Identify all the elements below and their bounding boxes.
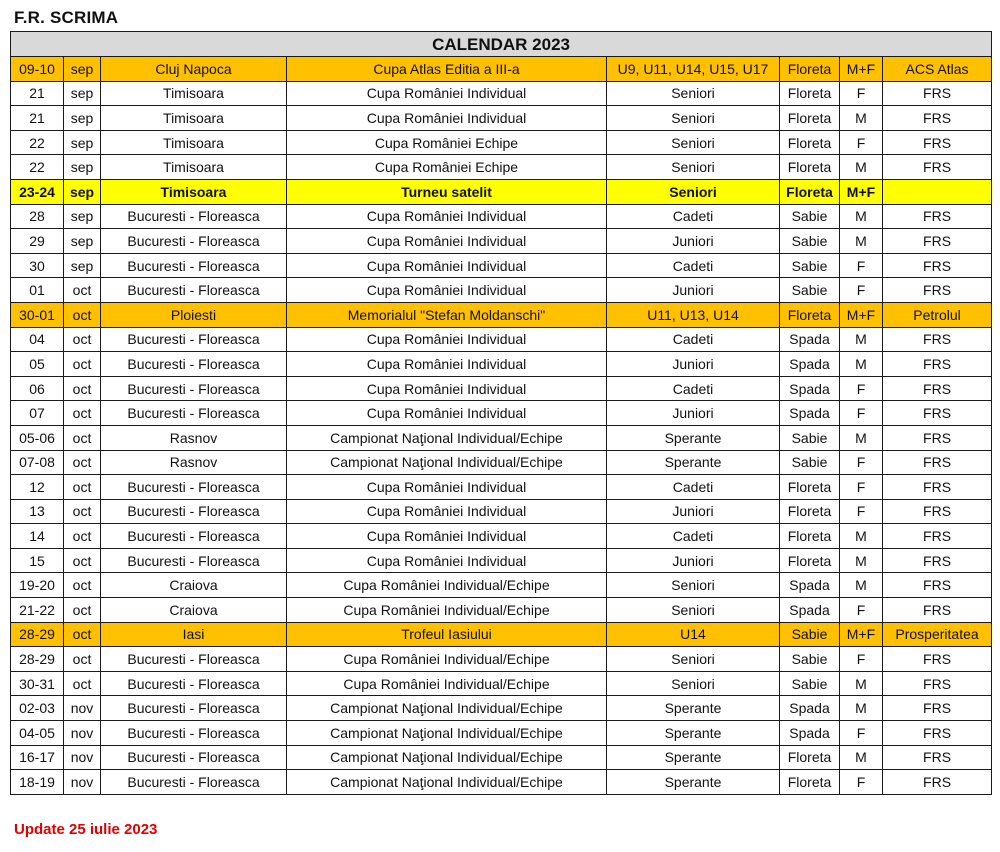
cell-weapon: Sabie xyxy=(780,278,840,303)
cell-month: oct xyxy=(64,401,101,426)
cell-month: oct xyxy=(64,622,101,647)
cell-category: Seniori xyxy=(607,155,780,180)
cell-city: Bucuresti - Floreasca xyxy=(101,229,287,254)
cell-month: oct xyxy=(64,548,101,573)
cell-weapon: Floreta xyxy=(780,745,840,770)
table-row xyxy=(11,57,992,82)
cell-category: U9, U11, U14, U15, U17 xyxy=(607,57,780,82)
table-row xyxy=(11,671,992,696)
calendar-rows xyxy=(11,57,992,795)
cell-gender: M xyxy=(840,745,883,770)
cell-gender: M xyxy=(840,425,883,450)
cell-dates: 29 xyxy=(11,229,64,254)
cell-city: Bucuresti - Floreasca xyxy=(101,253,287,278)
cell-event: Cupa României Individual xyxy=(287,475,607,500)
cell-city: Bucuresti - Floreasca xyxy=(101,647,287,672)
cell-month: sep xyxy=(64,106,101,131)
cell-city: Bucuresti - Floreasca xyxy=(101,204,287,229)
cell-weapon: Spada xyxy=(780,696,840,721)
cell-dates: 28-29 xyxy=(11,647,64,672)
cell-month: sep xyxy=(64,204,101,229)
org-title: F.R. SCRIMA xyxy=(14,8,119,27)
cell-event: Cupa României Individual xyxy=(287,524,607,549)
cell-category: Cadeti xyxy=(607,376,780,401)
table-row xyxy=(11,770,992,795)
cell-city: Bucuresti - Floreasca xyxy=(101,770,287,795)
cell-city: Ploiesti xyxy=(101,302,287,327)
cell-event: Cupa României Individual xyxy=(287,204,607,229)
cell-organizer xyxy=(883,179,992,204)
calendar-title: CALENDAR 2023 xyxy=(11,32,992,57)
table-row xyxy=(11,327,992,352)
cell-month: sep xyxy=(64,57,101,82)
cell-month: oct xyxy=(64,475,101,500)
cell-organizer: FRS xyxy=(883,573,992,598)
cell-month: oct xyxy=(64,573,101,598)
cell-category: Cadeti xyxy=(607,204,780,229)
cell-organizer: FRS xyxy=(883,253,992,278)
cell-event: Campionat Naţional Individual/Echipe xyxy=(287,745,607,770)
cell-organizer: FRS xyxy=(883,229,992,254)
cell-event: Cupa României Echipe xyxy=(287,130,607,155)
cell-gender: M xyxy=(840,352,883,377)
cell-city: Bucuresti - Floreasca xyxy=(101,696,287,721)
cell-category: Sperante xyxy=(607,770,780,795)
cell-weapon: Spada xyxy=(780,598,840,623)
cell-city: Iasi xyxy=(101,622,287,647)
cell-gender: F xyxy=(840,278,883,303)
cell-weapon: Spada xyxy=(780,352,840,377)
cell-city: Cluj Napoca xyxy=(101,57,287,82)
cell-dates: 05-06 xyxy=(11,425,64,450)
cell-dates: 28 xyxy=(11,204,64,229)
cell-dates: 18-19 xyxy=(11,770,64,795)
table-row xyxy=(11,524,992,549)
cell-organizer: Prosperitatea xyxy=(883,622,992,647)
table-row xyxy=(11,106,992,131)
cell-dates: 04-05 xyxy=(11,721,64,746)
cell-category: Sperante xyxy=(607,696,780,721)
cell-gender: M xyxy=(840,106,883,131)
cell-organizer: ACS Atlas xyxy=(883,57,992,82)
cell-dates: 22 xyxy=(11,155,64,180)
cell-organizer: FRS xyxy=(883,376,992,401)
cell-gender: M xyxy=(840,327,883,352)
cell-gender: M xyxy=(840,548,883,573)
cell-weapon: Floreta xyxy=(780,130,840,155)
cell-dates: 14 xyxy=(11,524,64,549)
cell-city: Bucuresti - Floreasca xyxy=(101,475,287,500)
cell-dates: 12 xyxy=(11,475,64,500)
cell-month: oct xyxy=(64,598,101,623)
table-row xyxy=(11,647,992,672)
update-note: Update 25 iulie 2023 xyxy=(14,821,158,838)
cell-city: Rasnov xyxy=(101,425,287,450)
cell-category: Cadeti xyxy=(607,524,780,549)
cell-weapon: Floreta xyxy=(780,57,840,82)
cell-organizer: FRS xyxy=(883,475,992,500)
cell-gender: F xyxy=(840,770,883,795)
cell-event: Cupa României Individual xyxy=(287,229,607,254)
cell-weapon: Spada xyxy=(780,376,840,401)
cell-weapon: Floreta xyxy=(780,155,840,180)
cell-organizer: Petrolul xyxy=(883,302,992,327)
cell-organizer: FRS xyxy=(883,721,992,746)
cell-category: Seniori xyxy=(607,671,780,696)
cell-category: Juniori xyxy=(607,401,780,426)
cell-weapon: Floreta xyxy=(780,81,840,106)
cell-category: Sperante xyxy=(607,721,780,746)
cell-month: sep xyxy=(64,253,101,278)
cell-month: oct xyxy=(64,647,101,672)
cell-organizer: FRS xyxy=(883,106,992,131)
cell-gender: F xyxy=(840,475,883,500)
cell-event: Trofeul Iasiului xyxy=(287,622,607,647)
cell-month: oct xyxy=(64,671,101,696)
table-row xyxy=(11,696,992,721)
cell-category: Juniori xyxy=(607,278,780,303)
cell-city: Timisoara xyxy=(101,81,287,106)
cell-weapon: Sabie xyxy=(780,204,840,229)
cell-weapon: Floreta xyxy=(780,475,840,500)
cell-event: Cupa României Individual xyxy=(287,499,607,524)
cell-event: Cupa României Individual xyxy=(287,253,607,278)
cell-category: Juniori xyxy=(607,499,780,524)
cell-month: sep xyxy=(64,130,101,155)
cell-category: Seniori xyxy=(607,130,780,155)
table-row xyxy=(11,401,992,426)
cell-city: Bucuresti - Floreasca xyxy=(101,499,287,524)
cell-weapon: Floreta xyxy=(780,770,840,795)
cell-event: Campionat Naţional Individual/Echipe xyxy=(287,450,607,475)
cell-dates: 21 xyxy=(11,106,64,131)
cell-dates: 16-17 xyxy=(11,745,64,770)
table-row xyxy=(11,179,992,204)
cell-month: sep xyxy=(64,179,101,204)
cell-dates: 07-08 xyxy=(11,450,64,475)
cell-month: oct xyxy=(64,450,101,475)
cell-city: Bucuresti - Floreasca xyxy=(101,671,287,696)
cell-month: oct xyxy=(64,499,101,524)
cell-organizer: FRS xyxy=(883,499,992,524)
cell-organizer: FRS xyxy=(883,204,992,229)
cell-event: Cupa României Individual/Echipe xyxy=(287,573,607,598)
table-row xyxy=(11,253,992,278)
table-row xyxy=(11,598,992,623)
cell-city: Bucuresti - Floreasca xyxy=(101,352,287,377)
cell-gender: M+F xyxy=(840,57,883,82)
cell-month: sep xyxy=(64,81,101,106)
cell-dates: 21 xyxy=(11,81,64,106)
cell-weapon: Sabie xyxy=(780,647,840,672)
cell-gender: M xyxy=(840,229,883,254)
cell-city: Bucuresti - Floreasca xyxy=(101,376,287,401)
cell-weapon: Spada xyxy=(780,327,840,352)
cell-organizer: FRS xyxy=(883,401,992,426)
cell-city: Timisoara xyxy=(101,179,287,204)
table-row xyxy=(11,155,992,180)
cell-gender: M xyxy=(840,671,883,696)
cell-dates: 07 xyxy=(11,401,64,426)
cell-gender: F xyxy=(840,376,883,401)
cell-month: oct xyxy=(64,524,101,549)
cell-dates: 30 xyxy=(11,253,64,278)
cell-month: oct xyxy=(64,327,101,352)
cell-category: U14 xyxy=(607,622,780,647)
table-row xyxy=(11,81,992,106)
cell-dates: 06 xyxy=(11,376,64,401)
cell-gender: M xyxy=(840,155,883,180)
cell-weapon: Sabie xyxy=(780,450,840,475)
cell-event: Cupa României Individual xyxy=(287,81,607,106)
cell-city: Craiova xyxy=(101,598,287,623)
table-row xyxy=(11,622,992,647)
cell-weapon: Sabie xyxy=(780,671,840,696)
cell-city: Bucuresti - Floreasca xyxy=(101,721,287,746)
cell-city: Bucuresti - Floreasca xyxy=(101,401,287,426)
cell-dates: 04 xyxy=(11,327,64,352)
cell-category: Sperante xyxy=(607,425,780,450)
cell-dates: 05 xyxy=(11,352,64,377)
cell-category: Sperante xyxy=(607,745,780,770)
table-row xyxy=(11,425,992,450)
calendar-table xyxy=(10,31,992,795)
cell-gender: F xyxy=(840,721,883,746)
cell-event: Cupa României Individual xyxy=(287,376,607,401)
cell-category: Seniori xyxy=(607,647,780,672)
table-row xyxy=(11,204,992,229)
cell-organizer: FRS xyxy=(883,647,992,672)
cell-month: oct xyxy=(64,302,101,327)
cell-category: U11, U13, U14 xyxy=(607,302,780,327)
cell-organizer: FRS xyxy=(883,81,992,106)
table-row xyxy=(11,130,992,155)
cell-dates: 15 xyxy=(11,548,64,573)
table-row xyxy=(11,721,992,746)
cell-gender: F xyxy=(840,81,883,106)
cell-dates: 01 xyxy=(11,278,64,303)
cell-event: Cupa României Individual/Echipe xyxy=(287,671,607,696)
table-row xyxy=(11,475,992,500)
cell-event: Cupa României Individual xyxy=(287,401,607,426)
cell-weapon: Floreta xyxy=(780,548,840,573)
cell-organizer: FRS xyxy=(883,450,992,475)
cell-category: Seniori xyxy=(607,106,780,131)
cell-organizer: FRS xyxy=(883,745,992,770)
cell-organizer: FRS xyxy=(883,352,992,377)
table-row xyxy=(11,302,992,327)
cell-dates: 23-24 xyxy=(11,179,64,204)
cell-gender: F xyxy=(840,499,883,524)
cell-city: Timisoara xyxy=(101,155,287,180)
cell-month: oct xyxy=(64,376,101,401)
cell-event: Campionat Naţional Individual/Echipe xyxy=(287,696,607,721)
cell-dates: 19-20 xyxy=(11,573,64,598)
cell-organizer: FRS xyxy=(883,327,992,352)
cell-organizer: FRS xyxy=(883,425,992,450)
cell-month: nov xyxy=(64,696,101,721)
cell-organizer: FRS xyxy=(883,671,992,696)
cell-event: Campionat Naţional Individual/Echipe xyxy=(287,425,607,450)
cell-city: Bucuresti - Floreasca xyxy=(101,745,287,770)
cell-month: oct xyxy=(64,352,101,377)
cell-gender: F xyxy=(840,130,883,155)
cell-event: Cupa României Individual xyxy=(287,548,607,573)
cell-dates: 28-29 xyxy=(11,622,64,647)
cell-event: Cupa României Individual xyxy=(287,106,607,131)
table-row xyxy=(11,573,992,598)
cell-weapon: Floreta xyxy=(780,524,840,549)
cell-city: Bucuresti - Floreasca xyxy=(101,327,287,352)
cell-month: oct xyxy=(64,425,101,450)
cell-gender: F xyxy=(840,253,883,278)
cell-event: Cupa României Echipe xyxy=(287,155,607,180)
cell-dates: 13 xyxy=(11,499,64,524)
table-row xyxy=(11,376,992,401)
cell-weapon: Sabie xyxy=(780,229,840,254)
cell-organizer: FRS xyxy=(883,278,992,303)
cell-weapon: Spada xyxy=(780,401,840,426)
cell-month: sep xyxy=(64,155,101,180)
cell-month: oct xyxy=(64,278,101,303)
cell-weapon: Floreta xyxy=(780,179,840,204)
cell-weapon: Sabie xyxy=(780,622,840,647)
cell-month: nov xyxy=(64,770,101,795)
cell-event: Cupa României Individual xyxy=(287,352,607,377)
cell-event: Turneu satelit xyxy=(287,179,607,204)
cell-gender: M xyxy=(840,204,883,229)
cell-city: Craiova xyxy=(101,573,287,598)
cell-category: Juniori xyxy=(607,229,780,254)
cell-city: Timisoara xyxy=(101,130,287,155)
table-row xyxy=(11,450,992,475)
table-row xyxy=(11,352,992,377)
cell-event: Cupa României Individual/Echipe xyxy=(287,598,607,623)
cell-category: Juniori xyxy=(607,352,780,377)
cell-dates: 22 xyxy=(11,130,64,155)
table-row xyxy=(11,745,992,770)
cell-category: Seniori xyxy=(607,573,780,598)
cell-category: Seniori xyxy=(607,598,780,623)
cell-city: Bucuresti - Floreasca xyxy=(101,548,287,573)
cell-weapon: Spada xyxy=(780,573,840,598)
cell-organizer: FRS xyxy=(883,130,992,155)
cell-month: nov xyxy=(64,745,101,770)
table-row xyxy=(11,548,992,573)
table-row xyxy=(11,229,992,254)
cell-gender: F xyxy=(840,647,883,672)
cell-event: Campionat Naţional Individual/Echipe xyxy=(287,770,607,795)
cell-event: Cupa României Individual xyxy=(287,278,607,303)
cell-event: Campionat Naţional Individual/Echipe xyxy=(287,721,607,746)
cell-organizer: FRS xyxy=(883,548,992,573)
cell-organizer: FRS xyxy=(883,598,992,623)
cell-category: Juniori xyxy=(607,548,780,573)
cell-gender: F xyxy=(840,401,883,426)
cell-month: sep xyxy=(64,229,101,254)
cell-city: Bucuresti - Floreasca xyxy=(101,524,287,549)
cell-dates: 21-22 xyxy=(11,598,64,623)
cell-weapon: Floreta xyxy=(780,499,840,524)
cell-dates: 09-10 xyxy=(11,57,64,82)
cell-weapon: Sabie xyxy=(780,253,840,278)
cell-category: Cadeti xyxy=(607,327,780,352)
cell-weapon: Spada xyxy=(780,721,840,746)
cell-event: Cupa României Individual xyxy=(287,327,607,352)
cell-month: nov xyxy=(64,721,101,746)
cell-dates: 30-31 xyxy=(11,671,64,696)
cell-gender: F xyxy=(840,450,883,475)
cell-gender: M xyxy=(840,696,883,721)
cell-category: Seniori xyxy=(607,81,780,106)
cell-city: Rasnov xyxy=(101,450,287,475)
cell-gender: M xyxy=(840,573,883,598)
cell-weapon: Sabie xyxy=(780,425,840,450)
cell-event: Cupa României Individual/Echipe xyxy=(287,647,607,672)
cell-event: Cupa Atlas Editia a III-a xyxy=(287,57,607,82)
cell-gender: M+F xyxy=(840,179,883,204)
cell-gender: F xyxy=(840,598,883,623)
cell-category: Sperante xyxy=(607,450,780,475)
cell-weapon: Floreta xyxy=(780,302,840,327)
cell-city: Timisoara xyxy=(101,106,287,131)
cell-gender: M+F xyxy=(840,302,883,327)
cell-category: Cadeti xyxy=(607,475,780,500)
cell-category: Seniori xyxy=(607,179,780,204)
cell-organizer: FRS xyxy=(883,770,992,795)
cell-gender: M xyxy=(840,524,883,549)
cell-gender: M+F xyxy=(840,622,883,647)
cell-event: Memorialul "Stefan Moldanschi" xyxy=(287,302,607,327)
cell-category: Cadeti xyxy=(607,253,780,278)
table-row xyxy=(11,278,992,303)
cell-city: Bucuresti - Floreasca xyxy=(101,278,287,303)
cell-organizer: FRS xyxy=(883,696,992,721)
cell-dates: 02-03 xyxy=(11,696,64,721)
table-row xyxy=(11,499,992,524)
cell-organizer: FRS xyxy=(883,524,992,549)
cell-dates: 30-01 xyxy=(11,302,64,327)
cell-organizer: FRS xyxy=(883,155,992,180)
cell-weapon: Floreta xyxy=(780,106,840,131)
